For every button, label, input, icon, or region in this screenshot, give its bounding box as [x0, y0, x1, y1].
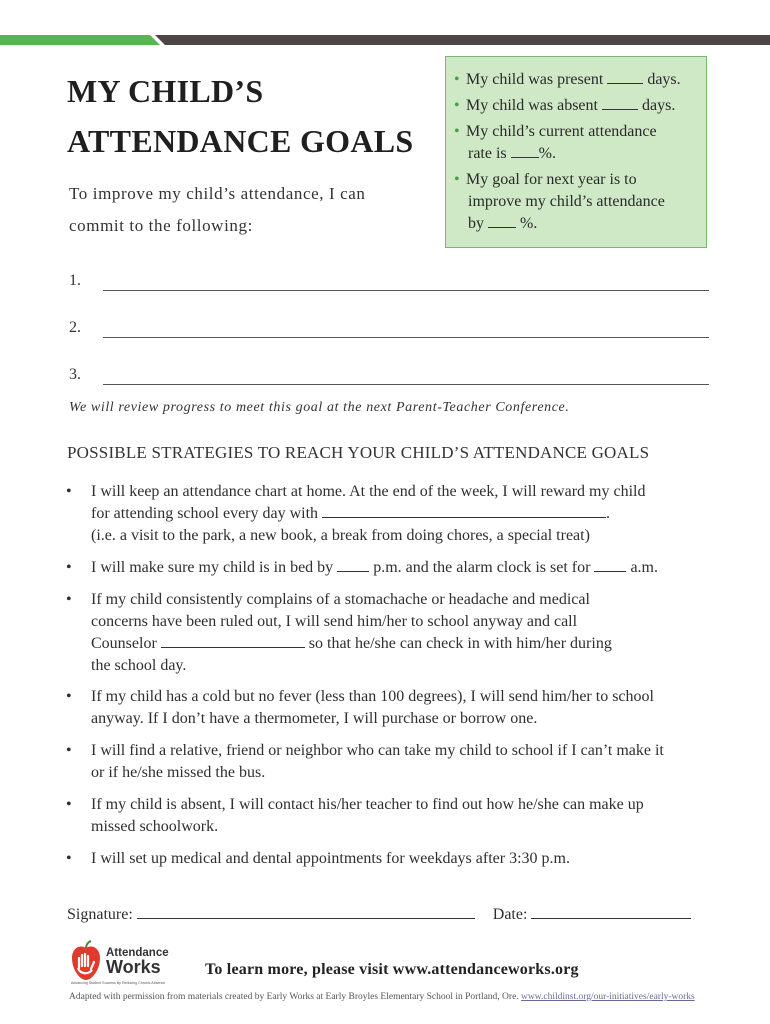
logo-tagline: Advancing Student Success By Reducing Chronic Absence [71, 981, 166, 985]
strategy-item [66, 481, 706, 547]
reward-blank[interactable] [322, 505, 606, 518]
goal-rate-label: My child’s current attendance [466, 123, 657, 140]
intro-line-1: To improve my child’s attendance, I can [69, 184, 366, 203]
goal-item-absent [454, 95, 700, 117]
top-stripe-green [0, 35, 160, 45]
strategy-text: so that he/she can check in with him/her during [308, 635, 612, 652]
footer-link[interactable]: www.childinst.org/our-initiatives/early-works [521, 992, 695, 1002]
attendance-works-logo [70, 940, 180, 986]
attendance-rate-blank[interactable] [511, 145, 539, 158]
strategy-item [66, 740, 706, 784]
commitment-number: 3. [69, 366, 81, 383]
strategy-text: the school day. [91, 657, 187, 674]
apple-hand-icon [70, 940, 180, 986]
footer-credit [69, 992, 695, 1002]
top-stripe [0, 35, 770, 45]
goal-rate-prefix: rate is [468, 145, 507, 162]
review-note: We will review progress to meet this goal at the next Parent-Teacher Conference. [69, 400, 570, 415]
bullet-icon: • [454, 97, 460, 114]
bullet-icon: • [66, 850, 72, 867]
goal-next-prefix: by [468, 215, 484, 232]
strategy-text: I will keep an attendance chart at home. At the end of the week, I will reward my child [91, 483, 646, 500]
goal-next-line1: My goal for next year is to [466, 171, 637, 188]
goal-next-unit: %. [520, 215, 538, 232]
strategy-text: Counselor [91, 635, 157, 652]
commitment-number: 2. [69, 319, 81, 336]
commitment-line-1[interactable] [69, 272, 709, 296]
strategy-item [66, 589, 706, 677]
strategy-text: anyway. If I don’t have a thermometer, I will purchase or borrow one. [91, 710, 538, 727]
commitment-rule[interactable] [103, 290, 709, 291]
goal-improve-blank[interactable] [488, 215, 516, 228]
goal-item-rate [454, 121, 700, 165]
signature-row [67, 906, 691, 924]
signature-label: Signature: [67, 906, 133, 923]
strategy-text: If my child consistently complains of a stomachache or headache and medical [91, 591, 590, 608]
bedtime-blank[interactable] [337, 559, 369, 572]
strategy-text: p.m. and the alarm clock is set for [373, 559, 591, 576]
strategy-text: for attending school every day with [91, 505, 319, 522]
strategy-item [66, 848, 706, 870]
strategies-heading: POSSIBLE STRATEGIES TO REACH YOUR CHILD’S ATTENDANCE GOALS [67, 443, 650, 462]
goal-present-unit: days. [647, 71, 681, 88]
strategy-text: or if he/she missed the bus. [91, 764, 266, 781]
alarm-time-blank[interactable] [594, 559, 626, 572]
commitment-number: 1. [69, 272, 81, 289]
strategy-item [66, 686, 706, 730]
strategy-item [66, 794, 706, 838]
goal-next-line3 [466, 213, 665, 235]
goal-rate-line2 [466, 143, 657, 165]
signature-field[interactable] [137, 906, 475, 919]
strategy-text-line [91, 503, 706, 525]
intro-text [69, 178, 429, 242]
goal-rate-unit: %. [538, 145, 556, 162]
strategy-text: I will set up medical and dental appointments for weekdays after 3:30 p.m. [91, 850, 570, 867]
strategy-text: a.m. [630, 559, 658, 576]
goal-box [445, 56, 707, 248]
days-absent-blank[interactable] [602, 97, 638, 110]
days-present-blank[interactable] [607, 71, 643, 84]
bullet-icon: • [454, 71, 460, 88]
logo-word-2: Works [106, 957, 161, 977]
bullet-icon: • [66, 742, 72, 759]
commitment-line-3[interactable] [69, 366, 709, 390]
bullet-icon: • [66, 559, 72, 576]
counselor-name-blank[interactable] [161, 635, 305, 648]
title-line-2: ATTENDANCE GOALS [67, 123, 414, 159]
goal-present-label: My child was present [466, 71, 604, 88]
goal-absent-unit: days. [641, 97, 676, 114]
goal-item-present [454, 69, 700, 91]
goal-absent-label: My child was absent [466, 97, 598, 114]
bullet-icon: • [66, 796, 72, 813]
date-label: Date: [492, 906, 528, 923]
strategy-text: . [606, 505, 611, 522]
date-field[interactable] [531, 906, 691, 919]
bullet-icon: • [454, 171, 460, 188]
strategy-text-line [91, 633, 706, 655]
commitment-line-2[interactable] [69, 319, 709, 343]
bullet-icon: • [66, 483, 72, 500]
commitment-rule[interactable] [103, 337, 709, 338]
strategy-text: concerns have been ruled out, I will send him/her to school anyway and call [91, 613, 578, 630]
strategy-text: If my child is absent, I will contact his/her teacher to find out how he/she can make up [91, 796, 644, 813]
goal-next-line2: improve my child’s attendance [468, 193, 665, 210]
top-stripe-dark [155, 35, 770, 45]
title-line-1: MY CHILD’S [67, 73, 264, 109]
strategy-text: missed schoolwork. [91, 818, 219, 835]
page-title [67, 66, 437, 166]
strategy-text: I will find a relative, friend or neighbor who can take my child to school if I can’t make it [91, 742, 664, 759]
footer-text: Adapted with permission from materials created by Early Works at Early Broyles Elementary School in Portland, Ore. [69, 992, 519, 1002]
strategy-text: If my child has a cold but no fever (less than 100 degrees), I will send him/her to school [91, 688, 654, 705]
strategy-item [66, 557, 706, 579]
logo-word-1: Attendance [106, 947, 169, 959]
intro-line-2: commit to the following: [69, 216, 253, 235]
strategy-text: I will make sure my child is in bed by [91, 559, 334, 576]
bullet-icon: • [66, 688, 72, 705]
learn-more-text: To learn more, please visit www.attendanceworks.org [205, 961, 579, 978]
commitment-rule[interactable] [103, 384, 709, 385]
goal-item-next-year [454, 169, 700, 235]
bullet-icon: • [454, 123, 460, 140]
strategy-text: (i.e. a visit to the park, a new book, a break from doing chores, a special treat) [91, 527, 590, 544]
bullet-icon: • [66, 591, 72, 608]
